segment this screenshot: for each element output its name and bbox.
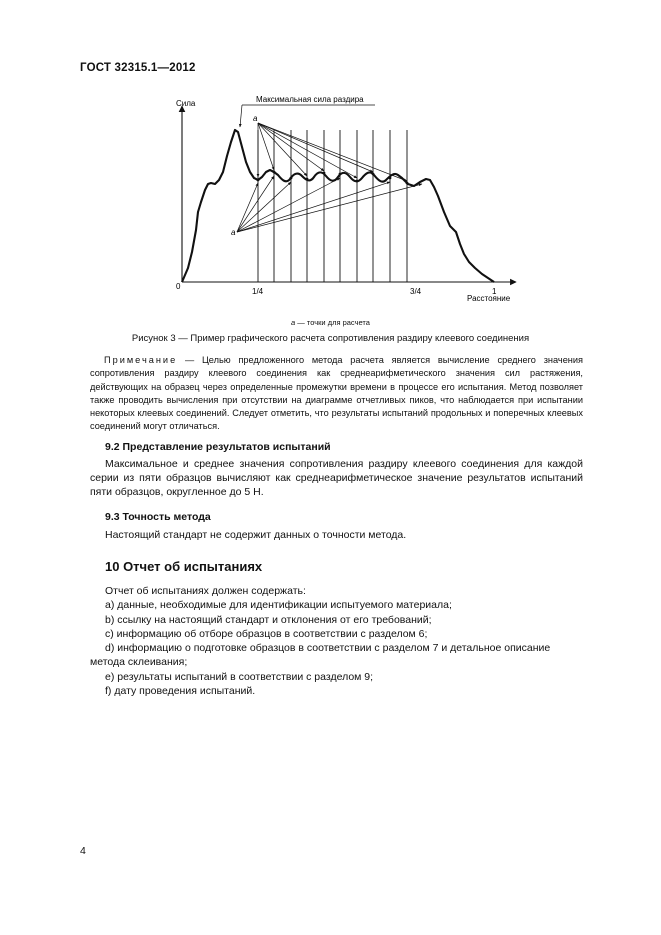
top-leader-lines [258, 123, 407, 181]
tick-1: 1 [492, 287, 497, 296]
division-lines [258, 130, 407, 282]
document-header: ГОСТ 32315.1—2012 [80, 62, 196, 74]
section-10-heading: 10 Отчет об испытаниях [105, 559, 263, 574]
section-9-2-text: Максимальное и среднее значения сопротивления раздиру клеевого соединения для каждой серии из пяти образцов вычисляют как среднеарифметическое значение результатов испытаний пяти образцов, округленное до 5 Н. [90, 458, 583, 499]
legend-text: — точки для расчета [295, 318, 370, 327]
figure-legend [0, 318, 661, 327]
list-item: e) результаты испытаний в соответствии с разделом 9; [105, 670, 374, 683]
section-9-3-heading: 9.3 Точность метода [105, 511, 211, 523]
section-9-3-text: Настоящий стандарт не содержит данных о точности метода. [105, 529, 407, 541]
bottom-leader-lines [237, 176, 422, 232]
point-label-bottom: a [231, 228, 236, 237]
list-item: c) информацию об отборе образцов в соответствии с разделом 6; [105, 627, 428, 640]
report-contents-list [90, 584, 583, 698]
note-label: Примечание [104, 355, 178, 365]
list-intro: Отчет об испытаниях должен содержать: [105, 585, 306, 597]
legend-symbol: a [291, 318, 296, 327]
note-text: — Целью предложенного метода расчета является вычисление среднего значения сопротивления раздиру клеевого соединения как среднеарифметического значения сил растяжения, действующих на образец через определенные промежутки времени в процессе его испытания. Метод позволяет также проводить вычисления при отсутствии на диаграмме отчетливых пиков, что наблюдается при испытании некоторых клеевых соединений. Следует отметить, что результаты испытаний продольных и поперечных клеевых соединений могут отличаться. [90, 355, 583, 432]
peak-leader [240, 105, 242, 127]
list-item: a) данные, необходимые для идентификации испытуемого материала; [105, 599, 452, 612]
tear-resistance-figure [170, 92, 520, 307]
figure-note [90, 354, 583, 434]
point-label-top: a [253, 114, 258, 123]
section-9-2-heading: 9.2 Представление результатов испытаний [105, 441, 331, 453]
x-axis-label: Расстояние [467, 294, 511, 303]
peak-label: Максимальная сила раздира [256, 95, 364, 104]
page-number: 4 [80, 845, 86, 857]
list-item: b) ссылку на настоящий стандарт и отклонения от его требований; [105, 613, 432, 626]
y-axis-label: Сила [176, 99, 196, 108]
figure-caption: Рисунок 3 — Пример графического расчета сопротивления раздиру клеевого соединения [131, 333, 530, 344]
tick-three-quarter: 3/4 [410, 287, 422, 296]
list-item: d) информацию о подготовке образцов в соответствии с разделом 7 и детальное описание метода склеивания; [90, 642, 551, 669]
tick-0: 0 [176, 282, 181, 291]
tick-quarter: 1/4 [252, 287, 264, 296]
list-item: f) дату проведения испытаний. [105, 685, 256, 698]
